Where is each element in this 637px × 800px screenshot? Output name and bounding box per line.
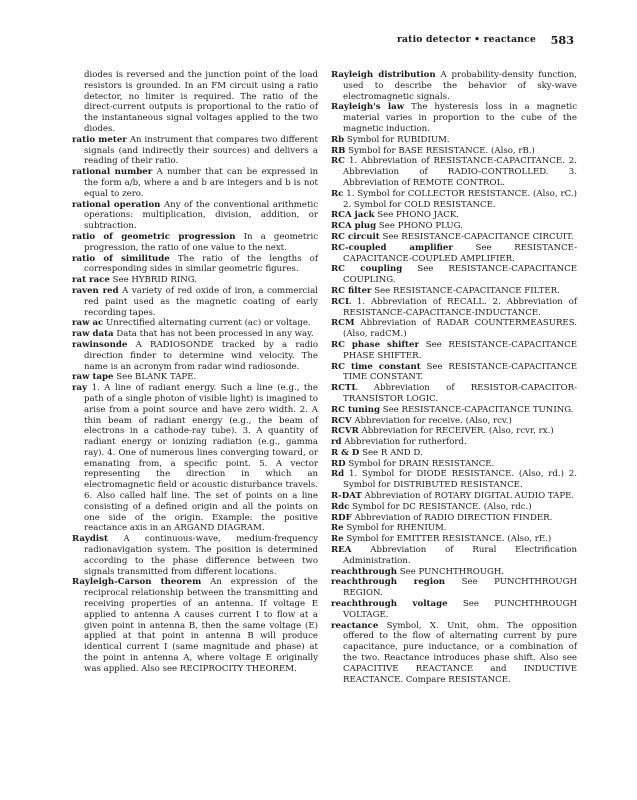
- entry-definition: Abbreviation of ROTARY DIGITAL AUDIO TAPE.: [364, 491, 575, 502]
- entry-definition: See RESISTANCE-CAPACITANCE-COUPLED AMPLIFIER.: [343, 242, 578, 264]
- dictionary-entry: [331, 189, 577, 211]
- dictionary-entry: [72, 372, 318, 383]
- entry-definition: Symbol for BASE RESISTANCE. (Also, rB.): [348, 145, 535, 156]
- dictionary-entry: [331, 577, 577, 599]
- dictionary-entry: [72, 254, 318, 276]
- entry-definition: Abbreviation of RADIO DIRECTION FINDER.: [354, 512, 553, 523]
- dictionary-entry: [331, 362, 577, 384]
- dictionary-entry: [331, 221, 577, 232]
- entry-term: RC tuning: [331, 404, 380, 415]
- dictionary-entry: [72, 135, 318, 167]
- page-number: 583: [550, 33, 574, 47]
- dictionary-entry: [72, 340, 318, 372]
- entry-term: Rd: [331, 469, 345, 480]
- dictionary-entry: [331, 545, 577, 567]
- entry-definition: See PHONO PLUG.: [378, 221, 463, 232]
- dictionary-entry: [331, 469, 577, 491]
- entry-term: Rayleigh's law: [331, 102, 405, 113]
- dictionary-entry: [72, 329, 318, 340]
- dictionary-entry: [331, 243, 577, 265]
- entry-term: R & D: [331, 447, 360, 458]
- entry-term: Rc: [331, 188, 344, 199]
- dictionary-entry: [72, 286, 318, 318]
- entry-term: raven red: [72, 285, 119, 296]
- entry-definition: Abbreviation of RESISTOR-CAPACITOR-TRANSISTOR LOGIC.: [343, 383, 577, 404]
- entry-definition: 1. A line of radiant energy. Such a line (e.g., the path of a single photon of visible light) is imagined to arise from a point source and have zero width. 2. A thin beam of radiant energy (e.g., the beam of electrons in a cathode-ray tube). 3. A quantity of radiant energy or ionizing radiation (e.g., gamma ray). 4. One of numerous lines converging toward, or emanating from, a specific point. 5. A vector representing the direction in which an electromagnetic field or acoustic disturbance travels. 6. Also called half line. The set of points on a line consisting of a defined origin and all the points on one side of the origin. Example: the positive reactance axis in an ARGAND DIAGRAM.: [84, 383, 318, 534]
- dictionary-entry: [72, 167, 318, 199]
- dictionary-entry: [331, 383, 577, 405]
- entry-definition: See PUNCHTHROUGH VOLTAGE.: [343, 599, 577, 620]
- entry-term: Raydist: [72, 534, 108, 545]
- entry-term: Rayleigh-Carson theorem: [72, 577, 202, 588]
- entry-definition: See RESISTANCE-CAPACITANCE CIRCUIT.: [382, 231, 574, 242]
- entry-definition: A continuous-wave, medium-frequency radionavigation system. The position is determined according to the phase difference between two signals transmitted from different locations.: [84, 534, 318, 577]
- dictionary-entry: [331, 135, 577, 146]
- entry-term: RCM: [331, 318, 355, 329]
- entry-term: RCA plug: [331, 221, 377, 232]
- entry-definition: Abbreviation of RADAR COUNTERMEASURES. (Also, radCM.): [343, 318, 578, 340]
- entry-term: ratio of similitude: [72, 253, 170, 264]
- dictionary-entry: [331, 534, 577, 545]
- dictionary-entry: [331, 567, 577, 578]
- running-head: ratio detector • reactance: [396, 34, 536, 45]
- entry-term: reactance: [331, 620, 379, 631]
- entry-definition: The hysteresis loss in a magnetic material varies in proportion to the cube of the magnetic induction.: [343, 102, 578, 134]
- entry-definition: Symbol for RUBIDIUM.: [346, 134, 450, 145]
- entry-definition: 1. Symbol for COLLECTOR RESISTANCE. (Also, rC.) 2. Symbol for COLD RESISTANCE.: [343, 188, 577, 210]
- dictionary-entry: [331, 318, 577, 340]
- dictionary-entry: [72, 534, 318, 577]
- entry-definition: See PUNCHTHROUGH.: [399, 566, 505, 577]
- dictionary-entry: [331, 513, 577, 524]
- entry-definition: See BLANK TAPE.: [116, 372, 197, 383]
- dictionary-entry: [331, 621, 577, 686]
- entry-term: raw tape: [72, 372, 114, 383]
- dictionary-entry: [331, 146, 577, 157]
- entry-definition: See RESISTANCE-CAPACITANCE PHASE SHIFTER.: [343, 339, 578, 361]
- entry-term: rational number: [72, 167, 153, 178]
- entry-term: ratio meter: [72, 134, 127, 145]
- entry-definition: See HYBRID RING.: [112, 275, 198, 286]
- entry-definition: See R AND D.: [362, 447, 423, 458]
- entry-term: reachthrough region: [331, 577, 446, 588]
- dictionary-entry: [72, 275, 318, 286]
- dictionary-entry: [331, 405, 577, 416]
- entry-term: Rdc: [331, 501, 350, 512]
- dictionary-entry: [331, 340, 577, 362]
- entry-term: rd: [331, 437, 342, 448]
- entry-definition: See RESISTANCE-CAPACITANCE TIME CONSTANT.: [343, 361, 577, 383]
- entry-definition: Symbol for DC RESISTANCE. (Also, rdc.): [352, 501, 532, 512]
- entry-term: raw ac: [72, 318, 104, 329]
- dictionary-entry: [72, 70, 318, 135]
- dictionary-entry: [72, 318, 318, 329]
- entry-term: Rb: [331, 134, 345, 145]
- entry-term: RC-coupled amplifier: [331, 242, 453, 253]
- entry-term: RCA jack: [331, 210, 375, 221]
- entry-definition: Symbol for RHENIUM.: [346, 523, 447, 534]
- right-column: [331, 70, 577, 685]
- dictionary-entry: [331, 523, 577, 534]
- dictionary-entry: [331, 437, 577, 448]
- entry-term: ray: [72, 383, 88, 394]
- entry-definition: See RESISTANCE-CAPACITANCE COUPLING.: [343, 264, 577, 286]
- entry-term: reachthrough voltage: [331, 599, 448, 610]
- entry-definition: 1. Abbreviation of RECALL. 2. Abbreviation of RESISTANCE-CAPACITANCE-INDUCTANCE.: [343, 296, 577, 318]
- left-column: [72, 70, 318, 675]
- dictionary-entry: [72, 383, 318, 534]
- entry-term: rawinsonde: [72, 339, 128, 350]
- entry-definition: See RESISTANCE-CAPACITANCE FILTER.: [374, 285, 560, 296]
- dictionary-entry: [331, 102, 577, 134]
- entry-term: RC time constant: [331, 361, 421, 372]
- entry-definition: In a geometric progression, the ratio of one value to the next.: [84, 231, 319, 253]
- entry-term: Re: [331, 534, 344, 545]
- entry-term: RCV: [331, 415, 352, 426]
- entry-term: Rayleigh distribution: [331, 70, 436, 80]
- dictionary-entry: [72, 232, 318, 254]
- entry-definition: See PUNCHTHROUGH REGION.: [343, 577, 577, 599]
- dictionary-entry: [72, 200, 318, 232]
- entry-term: raw data: [72, 329, 114, 340]
- dictionary-entry: [331, 459, 577, 470]
- entry-definition: A variety of red oxide of iron, a commercial red paint used as the magnetic coating of early recording tapes.: [84, 285, 318, 318]
- entry-term: RC filter: [331, 285, 372, 296]
- entry-definition: Abbreviation for rutherford.: [344, 437, 467, 448]
- dictionary-entry: [331, 286, 577, 297]
- entry-definition: Data that has not been processed in any way.: [116, 329, 314, 340]
- entry-definition: A probability-density function, used to describe the behavior of sky-wave electromagnetic signals.: [343, 70, 577, 102]
- dictionary-entry: [331, 599, 577, 621]
- entry-term: RB: [331, 145, 346, 156]
- entry-term: RC: [331, 156, 345, 167]
- entry-term: RDF: [331, 512, 352, 523]
- entry-definition: The ratio of the lengths of corresponding sides in similar geometric figures.: [84, 253, 318, 275]
- entry-definition: Abbreviation for receive. (Also, rcv.): [354, 415, 512, 426]
- entry-definition: Symbol for DRAIN RESISTANCE.: [348, 458, 495, 469]
- dictionary-entry: [331, 264, 577, 286]
- page-header: [60, 34, 574, 50]
- entry-term: REA: [331, 545, 352, 556]
- entry-term: RD: [331, 458, 346, 469]
- dictionary-entry: [331, 70, 577, 102]
- entry-definition: An instrument that compares two different signals (and indirectly their sources) and delivers a reading of their ratio.: [84, 134, 318, 167]
- entry-term: reachthrough: [331, 566, 398, 577]
- entry-definition: See PHONO JACK.: [377, 210, 460, 221]
- entry-definition: A number that can be expressed in the form a/b, where a and b are integers and b is not equal to zero.: [84, 167, 319, 199]
- entry-definition: A RADIOSONDE tracked by a radio direction finder to determine wind velocity. The name is an acronym from radar wind radiosonde.: [84, 339, 319, 372]
- entry-term: rational operation: [72, 199, 161, 210]
- entry-definition: diodes is reversed and the junction point of the load resistors is grounded. In an FM circuit using a ratio detector, no limiter is required. The ratio of the direct-current outputs is proportional to the ratio of the instantaneous signal voltages applied to the two diodes.: [84, 70, 318, 134]
- dictionary-entry: [331, 156, 577, 188]
- entry-term: rat race: [72, 275, 110, 286]
- entry-term: ratio of geometric progression: [72, 231, 236, 242]
- entry-definition: Symbol, X. Unit, ohm. The opposition offered to the flow of alternating current by pure capacitance, pure inductance, or a combination of the two. Reactance introduces phase shift. Also see CAPACITIVE REACTANCE and INDUCTIVE REACTANCE. Compare RESISTANCE.: [343, 620, 577, 685]
- dictionary-entry: [331, 491, 577, 502]
- dictionary-entry: [331, 502, 577, 513]
- entry-term: RCTL: [331, 383, 358, 394]
- entry-definition: Any of the conventional arithmetic operations: multiplication, division, addition, or subtraction.: [84, 199, 319, 232]
- entry-term: Re: [331, 523, 344, 534]
- entry-definition: Abbreviation of Rural Electrification Administration.: [343, 545, 577, 566]
- dictionary-entry: [72, 577, 318, 674]
- dictionary-entry: [331, 210, 577, 221]
- entry-term: RC phase shifter: [331, 339, 419, 350]
- entry-definition: 1. Abbreviation of RESISTANCE-CAPACITANCE. 2. Abbreviation of RADIO-CONTROLLED. 3. Abbreviation of REMOTE CONTROL.: [343, 156, 577, 188]
- entry-definition: Unrectified alternating current (ac) or voltage.: [106, 318, 311, 329]
- dictionary-entry: [331, 426, 577, 437]
- entry-definition: 1. Symbol for DIODE RESISTANCE. (Also, rd.) 2. Symbol for DISTRIBUTED RESISTANCE.: [343, 469, 577, 491]
- dictionary-entry: [331, 297, 577, 319]
- entry-term: RC coupling: [331, 264, 403, 275]
- dictionary-entry: [331, 232, 577, 243]
- entry-term: RCVR: [331, 426, 359, 437]
- dictionary-entry: [331, 448, 577, 459]
- entry-definition: An expression of the reciprocal relationship between the transmitting and receiving properties of an antenna. If voltage E applied to antenna A causes current I to flow at a given point in antenna B, then the same voltage (E) applied at that point in antenna B will produce identical current I (same magnitude and phase) at the point in antenna A, where voltage E originally was applied. Also see RECIPROCITY THEOREM.: [84, 577, 318, 674]
- entry-term: R-DAT: [331, 491, 362, 502]
- dictionary-entry: [331, 416, 577, 427]
- entry-term: RCL: [331, 296, 352, 307]
- entry-term: RC circuit: [331, 231, 380, 242]
- entry-definition: Abbreviation for RECEIVER. (Also, rcvr, rx.): [361, 426, 554, 437]
- entry-definition: See RESISTANCE-CAPACITANCE TUNING.: [382, 404, 574, 415]
- entry-definition: Symbol for EMITTER RESISTANCE. (Also, rE.): [346, 534, 552, 545]
